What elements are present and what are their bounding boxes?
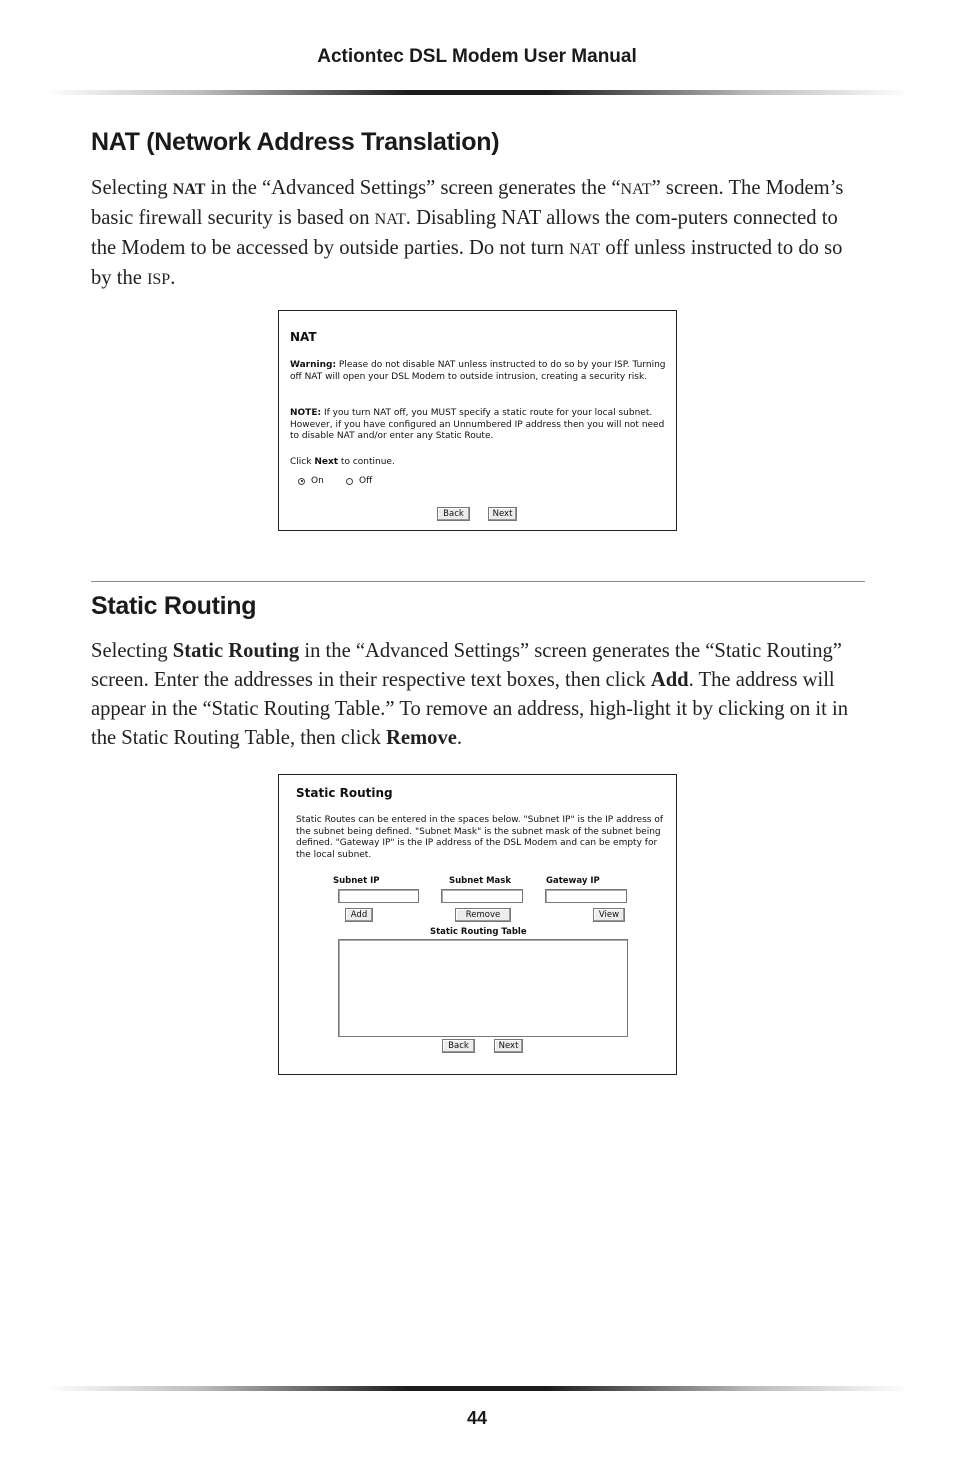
add-button[interactable]: Add [345,908,373,922]
static-routing-table-label: Static Routing Table [430,927,527,937]
nat-heading: NAT (Network Address Translation) [91,128,500,156]
gateway-ip-label: Gateway IP [546,876,600,886]
subnet-ip-label: Subnet IP [333,876,380,886]
static-routing-table[interactable] [338,939,628,1037]
nat-warning-text: Warning: Please do not disable NAT unless instructed to do so by your ISP. Turning off NAT will open your DSL Modem to outside intrusion, creating a security risk. [290,360,666,382]
subnet-mask-label: Subnet Mask [449,876,512,886]
nat-screen-title: NAT [290,330,317,344]
nat-radio-on[interactable]: On [298,476,324,486]
radio-on-icon[interactable] [298,478,305,485]
static-routing-paragraph: Selecting Static Routing in the “Advanced Settings” screen generates the “Static Routing” screen. Enter the addresses in their respective text boxes, then click Add. The address will appear in the “Static Routing Table.” To remove an address, high-light it by clicking on it in the Static Routing Table, then click Remove. [91,640,849,749]
subnet-ip-input[interactable] [338,889,419,903]
static-screen-title: Static Routing [296,786,393,800]
nat-click-text: Click Next to continue. [290,457,395,467]
static-routing-screenshot [278,774,677,1075]
page-number: 44 [466,1408,488,1428]
nat-back-button[interactable]: Back [437,507,470,521]
static-routing-heading: Static Routing [91,592,257,620]
subnet-mask-input[interactable] [441,889,523,903]
nat-note-text: NOTE: If you turn NAT off, you MUST specify a static route for your local subnet. However, if you have configured an Unnumbered IP address then you will not need to disable NAT and/or enter any Static Route. [290,408,665,441]
nat-next-button[interactable]: Next [488,507,517,521]
section-divider [91,581,865,582]
nat-screenshot [278,310,677,531]
footer-rule [44,1386,910,1391]
gateway-ip-input[interactable] [545,889,627,903]
radio-off-icon[interactable] [346,478,353,485]
static-back-button[interactable]: Back [442,1039,475,1053]
static-description: Static Routes can be entered in the spaces below. "Subnet IP" is the IP address of the subnet being defined. "Subnet Mask" is the subnet mask of the subnet being defined. "Gateway IP" is the IP address of the DSL Modem and can be empty for the local subnet. [296,815,663,860]
nat-radio-off[interactable]: Off [346,476,372,486]
header-rule [44,90,910,95]
nat-paragraph: Selecting NAT in the “Advanced Settings” screen generates the “NAT” screen. The Modem’s basic firewall security is based on NAT. Disabling NAT allows the com-puters connected to the Modem to be accessed by outside parties. Do not turn NAT off unless instructed to do so by the ISP. [91,177,844,289]
static-next-button[interactable]: Next [494,1039,523,1053]
view-button[interactable]: View [593,908,625,922]
running-head: Actiontec DSL Modem User Manual [317,46,637,67]
remove-button[interactable]: Remove [455,908,511,922]
